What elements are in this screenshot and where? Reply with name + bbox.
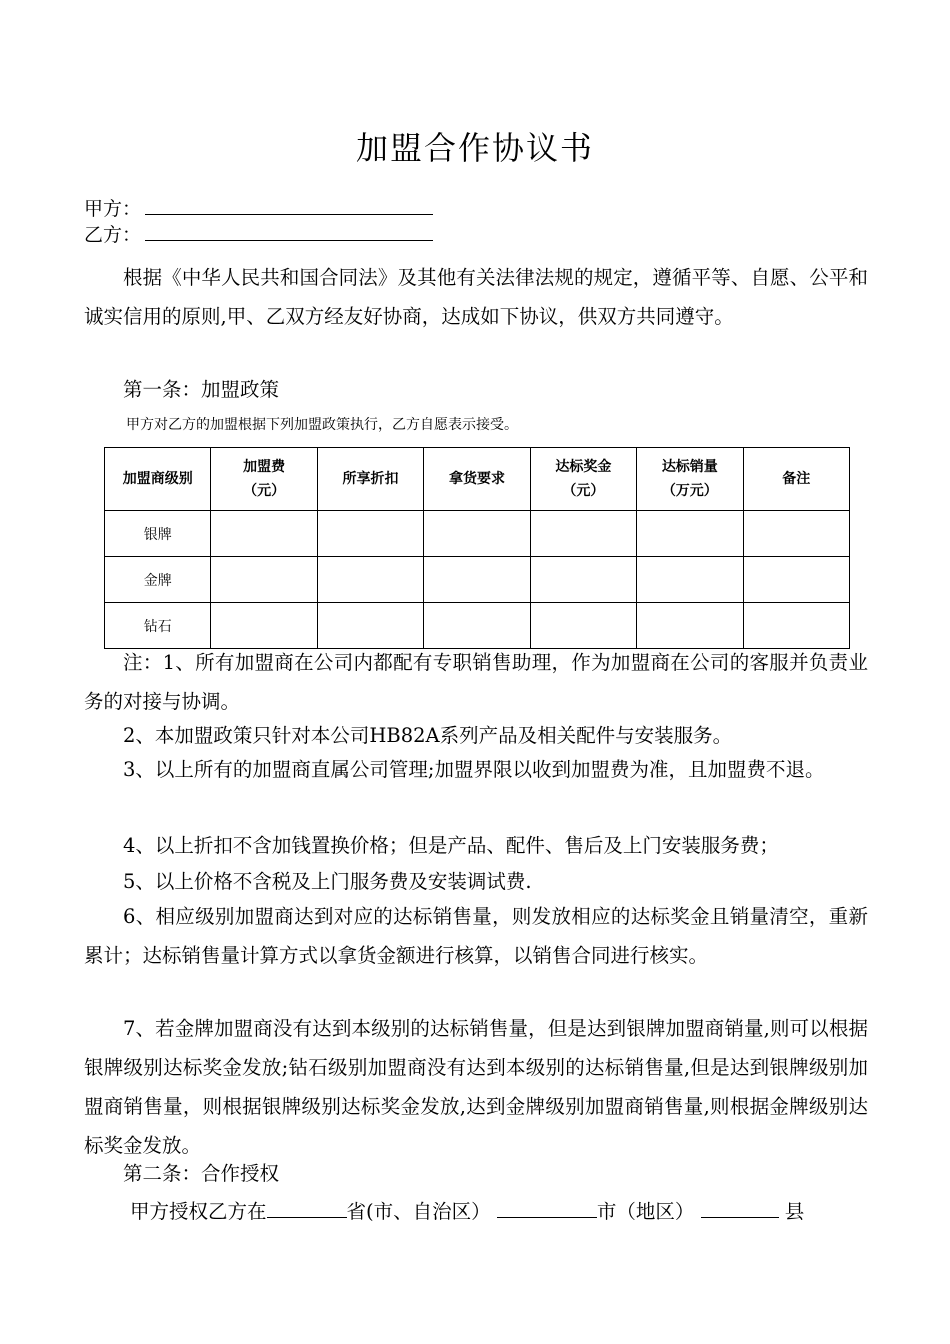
table-cell[interactable] xyxy=(317,557,423,603)
note-7: 7、若金牌加盟商没有达到本级别的达标销售量，但是达到银牌加盟商销量,则可以根据银牌级别达标奖金发放;钻石级别加盟商没有达到本级别的达标销售量,但是达到银牌级别加盟商销售量，则根据银牌级别达标奖金发放,达到金牌级别加盟商销售量,则根据金牌级别达标奖金发放。 xyxy=(84,1017,868,1157)
document-title: 加盟合作协议书 xyxy=(355,129,594,167)
table-cell[interactable] xyxy=(743,603,849,649)
article2-heading: 第二条：合作授权 xyxy=(123,1162,280,1185)
row-level-silver: 银牌 xyxy=(105,511,211,557)
note-5: 5、以上价格不含税及上门服务费及安装调试费. xyxy=(123,870,532,893)
row-level-gold: 金牌 xyxy=(105,557,211,603)
province-blank[interactable] xyxy=(267,1197,347,1218)
county-blank[interactable] xyxy=(701,1197,779,1218)
table-cell[interactable] xyxy=(317,603,423,649)
table-row xyxy=(105,511,850,557)
table-cell[interactable] xyxy=(211,603,317,649)
table-cell[interactable] xyxy=(211,511,317,557)
table-cell[interactable] xyxy=(743,511,849,557)
preamble-paragraph: 根据《中华人民共和国合同法》及其他有关法律法规的规定，遵循平等、自愿、公平和诚实信用的原则,甲、乙双方经友好协商，达成如下协议，供双方共同遵守。 xyxy=(84,266,868,328)
table-cell[interactable] xyxy=(637,603,743,649)
city-blank[interactable] xyxy=(497,1197,597,1218)
table-row xyxy=(105,557,850,603)
table-cell[interactable] xyxy=(637,511,743,557)
table-cell[interactable] xyxy=(424,603,530,649)
header-level: 加盟商级别 xyxy=(105,448,211,511)
table-cell[interactable] xyxy=(530,511,636,557)
party-b-blank-tail xyxy=(427,240,433,241)
header-remarks: 备注 xyxy=(743,448,849,511)
authorization-line xyxy=(130,1192,870,1231)
party-b-label: 乙方： xyxy=(84,224,142,246)
party-b-blank[interactable] xyxy=(145,222,427,241)
table-cell[interactable] xyxy=(530,603,636,649)
authorization-text-2: 省(市、自治区） xyxy=(346,1200,491,1223)
header-fee: 加盟费 （元） xyxy=(211,448,317,511)
note-3: 3、以上所有的加盟商直属公司管理;加盟界限以收到加盟费为准，且加盟费不退。 xyxy=(123,758,825,781)
article1-intro: 甲方对乙方的加盟根据下列加盟政策执行，乙方自愿表示接受。 xyxy=(126,417,518,433)
article1-heading: 第一条：加盟政策 xyxy=(123,378,280,401)
party-a-blank[interactable] xyxy=(145,196,427,215)
party-a-blank-tail xyxy=(427,214,433,215)
header-sales-target: 达标销量 （万元） xyxy=(637,448,743,511)
header-discount: 所享折扣 xyxy=(317,448,423,511)
table-header-row xyxy=(105,448,850,511)
table-cell[interactable] xyxy=(424,557,530,603)
note-6: 6、相应级别加盟商达到对应的达标销售量，则发放相应的达标奖金且销量清空，重新累计；达标销售量计算方式以拿货金额进行核算，以销售合同进行核实。 xyxy=(84,905,868,967)
authorization-text-3: 市（地区） xyxy=(596,1200,695,1223)
header-bonus: 达标奖金 （元） xyxy=(530,448,636,511)
note-4: 4、以上折扣不含加钱置换价格；但是产品、配件、售后及上门安装服务费； xyxy=(123,834,779,857)
note-2: 2、本加盟政策只针对本公司HB82A系列产品及相关配件与安装服务。 xyxy=(123,724,733,747)
row-level-diamond: 钻石 xyxy=(105,603,211,649)
policy-table xyxy=(104,447,850,649)
table-cell[interactable] xyxy=(424,511,530,557)
party-a-line xyxy=(84,196,433,222)
table-cell[interactable] xyxy=(637,557,743,603)
party-b-line xyxy=(84,222,433,248)
header-purchase-requirement: 拿货要求 xyxy=(424,448,530,511)
table-cell[interactable] xyxy=(317,511,423,557)
authorization-text-1: 甲方授权乙方在 xyxy=(130,1200,267,1223)
table-cell[interactable] xyxy=(211,557,317,603)
table-cell[interactable] xyxy=(743,557,849,603)
party-a-label: 甲方： xyxy=(84,198,142,220)
table-row xyxy=(105,603,850,649)
authorization-text-4: 县 xyxy=(784,1200,805,1223)
table-cell[interactable] xyxy=(530,557,636,603)
note-1: 注：1、所有加盟商在公司内都配有专职销售助理，作为加盟商在公司的客服并负责业务的对接与协调。 xyxy=(84,651,868,713)
